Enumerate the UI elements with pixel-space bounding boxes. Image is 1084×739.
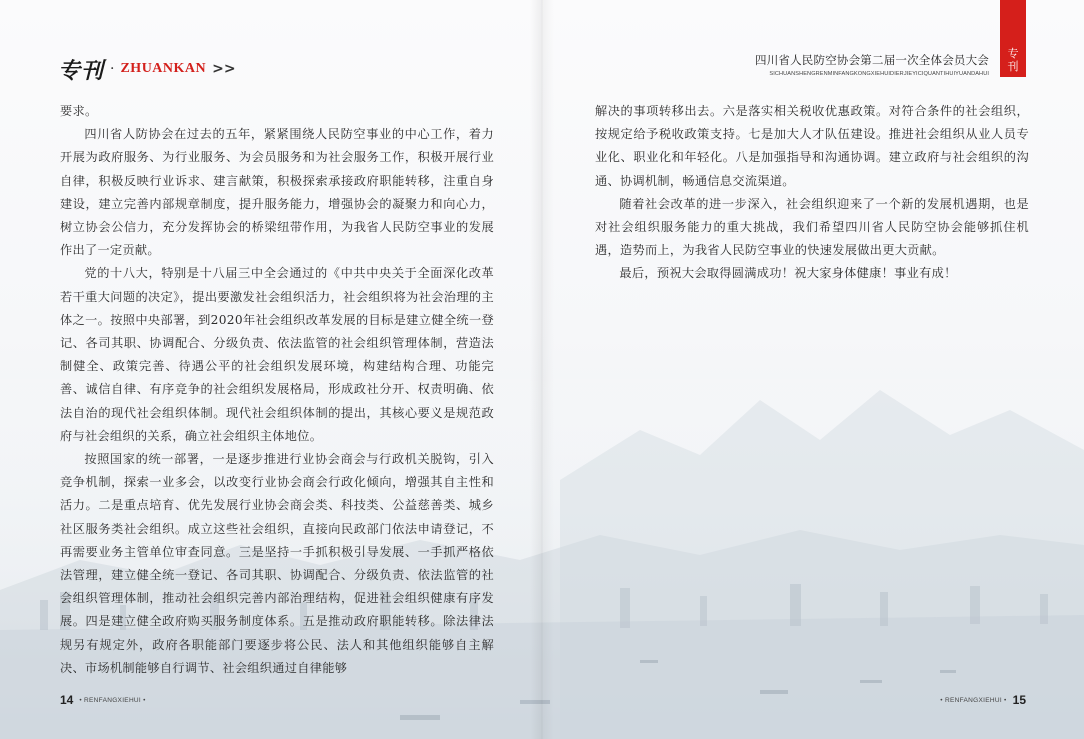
tab-char: 专 <box>1007 47 1019 60</box>
page-number: 14 <box>60 693 74 707</box>
paragraph: 四川省人防协会在过去的五年，紧紧围绕人民防空事业的中心工作，着力开展为政府服务、为行业服务、为会员服务和为社会服务工作，积极开展行业自律，积极反映行业诉求、建言献策，积极探索承接政府职能转移，注重自身建设，建立完善内部规章制度，提升服务能力，增强协会的凝聚力和向心力，树立协会公信力，充分发挥协会的桥梁纽带作用，为我省人民防空事业的发展作出了一定贡献。 <box>60 127 494 258</box>
tab-char: 刊 <box>1007 60 1019 73</box>
right-footer <box>940 693 1026 707</box>
paragraph: 党的十八大，特别是十八届三中全会通过的《中共中央关于全面深化改革若干重大问题的决定》，提出要激发社会组织活力，社会组织将为社会治理的主体之一。按照中央部署，到2020年社会组织改革发展的目标是建立健全统一登记、各司其职、协调配合、分级负责、依法监管的社会组织管理体制，营造法制健全、政策完善、待遇公平的社会组织发展环境，构建结构合理、功能完善、诚信自律、有序竞争的社会组织发展格局，形成政社分开、权责明确、依法自治的现代社会组织体制。现代社会组织体制的提出，其核心要义是规范政府与社会组织的关系，确立社会组织主体地位。 <box>60 266 494 443</box>
footer-label: • RENFANGXIEHUI • <box>940 696 1007 704</box>
brand-separator: · <box>110 61 115 77</box>
paragraph: 最后，预祝大会取得圆满成功！祝大家身体健康！事业有成！ <box>619 266 957 281</box>
left-body-text <box>60 100 494 680</box>
left-footer <box>60 693 146 707</box>
conference-title: 四川省人民防空协会第二届一次全体会员大会 <box>755 53 989 67</box>
brand-english: ZHUANKAN <box>120 61 207 76</box>
paragraph: 要求。 <box>60 104 98 118</box>
paragraph: 随着社会改革的进一步深入，社会组织迎来了一个新的发展机遇期，也是对社会组织服务能力的重大挑战，我们希望四川省人民防空协会能够抓住机遇，造势而上，为我省人民防空事业的快速发展做出更大贡献。 <box>595 196 1029 258</box>
right-page <box>542 0 1084 739</box>
section-brand <box>58 56 236 82</box>
footer-label: • RENFANGXIEHUI • <box>79 696 146 704</box>
page-fold <box>530 0 554 739</box>
conference-pinyin: SICHUANSHENGRENMINFANGKONGXIEHUIDIERJIEYICIQUANTIHUIYUANDAHUI <box>769 71 989 77</box>
right-body-text <box>595 100 1029 286</box>
paragraph: 按照国家的统一部署，一是逐步推进行业协会商会与行政机关脱钩，引入竞争机制，探索一业多会，以改变行业协会商会行政化倾向，增强其自主性和活力。二是重点培育、优先发展行业协会商会类、科技类、公益慈善类、城乡社区服务类社会组织。成立这些社会组织，直接向民政部门依法申请登记，不再需要业务主管单位审查同意。三是坚持一手抓积极引导发展、一手抓严格依法管理，建立健全统一登记、各司其职、协调配合、分级负责、依法监管的社会组织管理体制，推动社会组织完善内部治理结构，促进社会组织健康有序发展。四是建立健全政府购买服务制度体系。五是推动政府职能转移。除法律法规另有规定外，政府各职能部门要逐步将公民、法人和其他组织能够自主解决、市场机制能够自行调节、社会组织通过自律能够 <box>60 452 494 675</box>
double-chevron-icon: >> <box>212 61 236 77</box>
brand-calligraphy: 专刊 <box>58 57 105 84</box>
conference-header <box>755 52 989 77</box>
page-number: 15 <box>1012 693 1026 707</box>
section-tab <box>1000 0 1026 77</box>
paragraph: 解决的事项转移出去。六是落实相关税收优惠政策。对符合条件的社会组织，按规定给予税收政策支持。七是加大人才队伍建设。推进社会组织从业人员专业化、职业化和年轻化。八是加强指导和沟通协调。建立政府与社会组织的沟通、协调机制，畅通信息交流渠道。 <box>595 104 1029 188</box>
